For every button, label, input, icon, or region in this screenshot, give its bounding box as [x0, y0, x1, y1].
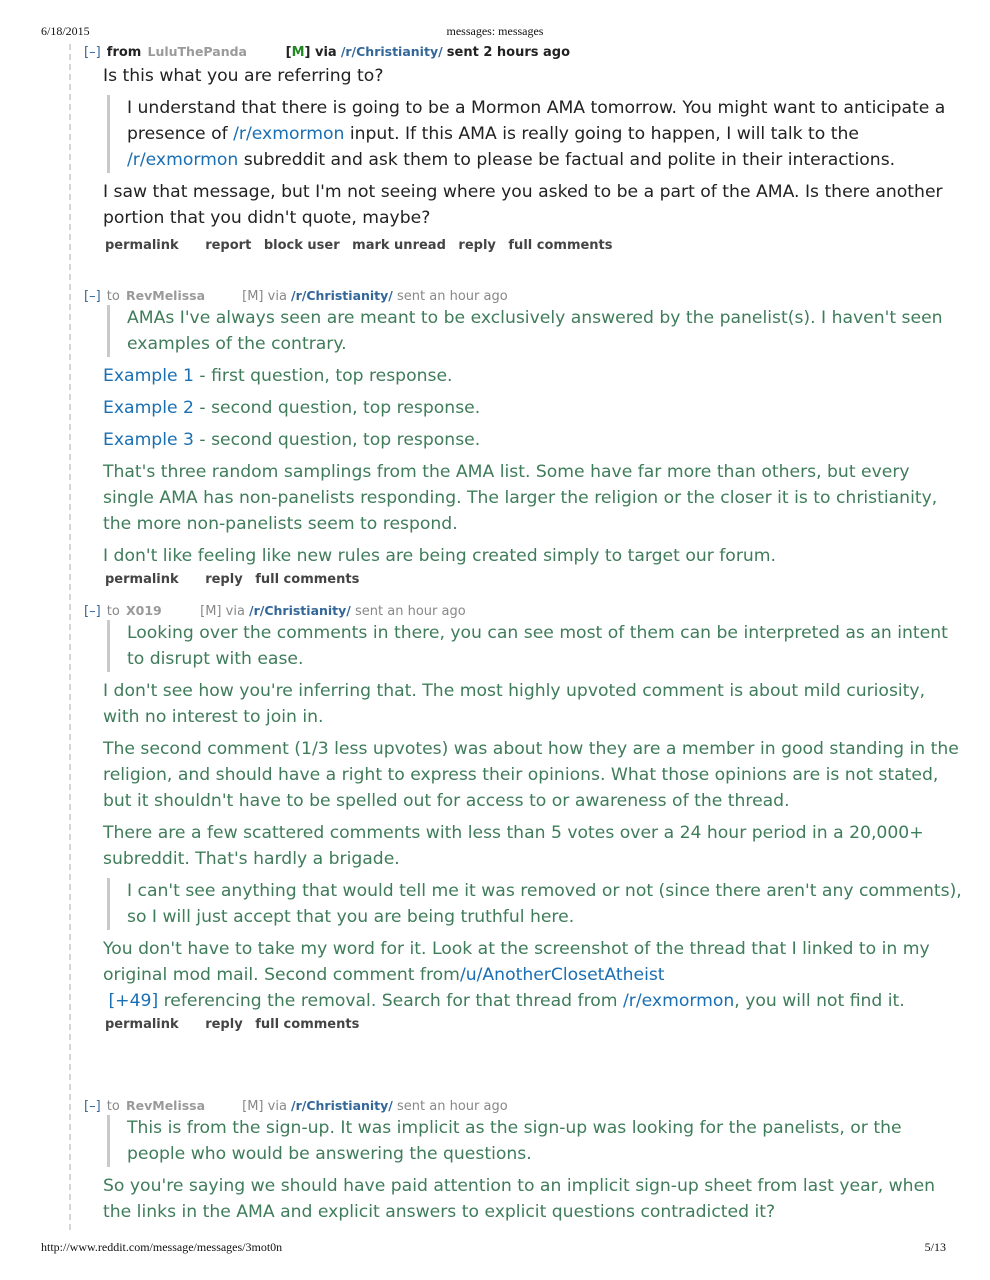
full-comments-link[interactable]: full comments — [508, 238, 613, 253]
print-url: http://www.reddit.com/message/messages/3mot0n — [41, 1240, 283, 1254]
message-header — [84, 44, 964, 61]
mod-badge: [M] via — [242, 1099, 287, 1114]
subreddit-link[interactable]: /r/Christianity/ — [291, 288, 393, 303]
example-line — [103, 363, 964, 389]
recipient-link[interactable]: X019 — [126, 603, 162, 618]
recipient-link[interactable]: RevMelissa — [126, 288, 206, 303]
example-text: - first question, top response. — [193, 366, 453, 386]
sent-time: sent an hour ago — [397, 1099, 508, 1114]
quote-text: I understand that there is going to be a Mormon AMA tomorrow. You might want to anticipate a presence of — [127, 98, 946, 144]
mod-letter: M — [291, 45, 305, 60]
collapse-toggle[interactable]: [–] — [84, 604, 101, 619]
sent-time: sent an hour ago — [355, 604, 466, 619]
blockquote — [107, 305, 964, 357]
permalink-link[interactable]: permalink — [105, 238, 179, 253]
full-comments-link[interactable]: full comments — [255, 572, 360, 587]
reply-link[interactable]: reply — [458, 238, 496, 253]
quote-text: subreddit and ask them to please be factual and polite in their interactions. — [238, 150, 896, 170]
message-paragraph: The second comment (1/3 less upvotes) was about how they are a member in good standing in the religion, and should have a right to express their opinions. What those opinions are is not stated, but it shouldn't have to be spelled out for access to or awareness of the thread. — [103, 739, 959, 811]
sent-time: sent 2 hours ago — [446, 45, 571, 60]
message-paragraph: Is this what you are referring to? — [103, 66, 384, 86]
message-paragraph: That's three random samplings from the AMA list. Some have far more than others, but every single AMA has non-panelists responding. The larger the religion or the closer it is to christianity, the more non-panelists seem to respond. — [103, 462, 938, 534]
full-comments-link[interactable]: full comments — [255, 1017, 360, 1032]
paragraph-text: You don't have to take my word for it. Look at the screenshot of the thread that I linked to in my original mod mail. Second comment from — [103, 939, 930, 985]
mod-bracket-open: [ — [285, 45, 292, 60]
subreddit-link-exmormon[interactable]: /r/exmormon — [127, 150, 239, 170]
paragraph-text: referencing the removal. Search for that thread from — [158, 991, 623, 1011]
example-2-link[interactable]: Example 2 — [103, 398, 194, 418]
print-footer — [0, 1240, 990, 1256]
message-4 — [84, 1098, 964, 1231]
subreddit-link-exmormon[interactable]: /r/exmormon — [623, 991, 735, 1011]
message-header — [84, 288, 964, 305]
direction-label: to — [106, 604, 120, 619]
quote-paragraph: Looking over the comments in there, you can see most of them can be interpreted as an intent to disrupt with ease. — [127, 623, 948, 669]
mod-via: ] via — [304, 45, 337, 60]
message-body — [103, 63, 964, 231]
message-header — [84, 1098, 964, 1115]
permalink-link[interactable]: permalink — [105, 1017, 179, 1032]
message-paragraph: I saw that message, but I'm not seeing where you asked to be a part of the AMA. Is there another portion that you didn't quote, maybe? — [103, 182, 943, 228]
message-paragraph: I don't see how you're inferring that. The most highly upvoted comment is about mild curiosity, with no interest to join in. — [103, 681, 926, 727]
paragraph-text: , you will not find it. — [734, 991, 905, 1011]
message-header — [84, 603, 964, 620]
recipient-link[interactable]: RevMelissa — [126, 1098, 206, 1113]
message-paragraph: So you're saying we should have paid attention to an implicit sign-up sheet from last year, when the links in the AMA and explicit answers to explicit questions contradicted it? — [103, 1176, 936, 1222]
message-paragraph — [103, 936, 964, 1014]
print-date: 6/18/2015 — [41, 24, 90, 38]
message-actions — [105, 237, 964, 255]
message-body — [103, 1115, 964, 1225]
subreddit-link[interactable]: /r/Christianity/ — [340, 44, 443, 59]
subreddit-link-exmormon[interactable]: /r/exmormon — [233, 124, 345, 144]
message-actions — [105, 571, 964, 589]
direction-label: from — [106, 45, 142, 60]
message-paragraph: I don't like feeling like new rules are being created simply to target our forum. — [103, 546, 776, 566]
collapse-toggle[interactable]: [–] — [84, 289, 101, 304]
message-body — [103, 305, 964, 569]
mod-badge: [M] via — [200, 604, 245, 619]
author-link[interactable]: LuluThePanda — [147, 44, 247, 59]
direction-label: to — [106, 1099, 120, 1114]
mod-badge: [M] via — [242, 289, 287, 304]
sent-time: sent an hour ago — [397, 289, 508, 304]
message-actions — [105, 1016, 964, 1034]
print-page-number: 5/13 — [924, 1240, 946, 1254]
message-1 — [84, 44, 964, 255]
example-3-link[interactable]: Example 3 — [103, 430, 194, 450]
blockquote — [107, 620, 964, 672]
example-1-link[interactable]: Example 1 — [103, 366, 194, 386]
subreddit-link[interactable]: /r/Christianity/ — [249, 603, 351, 618]
thread-rule — [69, 44, 71, 1230]
subreddit-link[interactable]: /r/Christianity/ — [291, 1098, 393, 1113]
print-header — [0, 24, 990, 40]
mark-unread-link[interactable]: mark unread — [352, 238, 446, 253]
score-link[interactable]: [+49] — [108, 991, 159, 1011]
example-line — [103, 395, 964, 421]
quote-paragraph — [127, 95, 964, 173]
message-2 — [84, 288, 964, 589]
permalink-link[interactable]: permalink — [105, 572, 179, 587]
message-3 — [84, 603, 964, 1034]
reply-link[interactable]: reply — [205, 1017, 243, 1032]
example-text: - second question, top response. — [193, 430, 481, 450]
blockquote — [107, 1115, 964, 1167]
quote-paragraph: AMAs I've always seen are meant to be exclusively answered by the panelist(s). I haven't seen examples of the contrary. — [127, 308, 943, 354]
message-body — [103, 620, 964, 1014]
example-text: - second question, top response. — [193, 398, 481, 418]
quote-paragraph: I can't see anything that would tell me it was removed or not (since there aren't any comments), so I will just accept that you are being truthful here. — [127, 881, 962, 927]
mod-badge — [286, 45, 337, 61]
quote-text: input. If this AMA is really going to happen, I will talk to the — [344, 124, 859, 144]
collapse-toggle[interactable]: [–] — [84, 1099, 101, 1114]
example-line — [103, 427, 964, 453]
blockquote — [107, 878, 964, 930]
quote-paragraph: This is from the sign-up. It was implicit as the sign-up was looking for the panelists, or the people who would be answering the questions. — [127, 1118, 902, 1164]
user-link-anotherclosetatheist[interactable]: /u/AnotherClosetAtheist — [459, 965, 665, 985]
blockquote — [107, 95, 964, 173]
report-link[interactable]: report — [205, 238, 252, 253]
collapse-toggle[interactable]: [–] — [84, 45, 101, 60]
print-title: messages: messages — [446, 24, 544, 38]
message-paragraph: There are a few scattered comments with less than 5 votes over a 24 hour period in a 20,000+ subreddit. That's hardly a brigade. — [103, 823, 924, 869]
direction-label: to — [106, 289, 120, 304]
block-user-link[interactable]: block user — [263, 238, 340, 253]
reply-link[interactable]: reply — [205, 572, 243, 587]
